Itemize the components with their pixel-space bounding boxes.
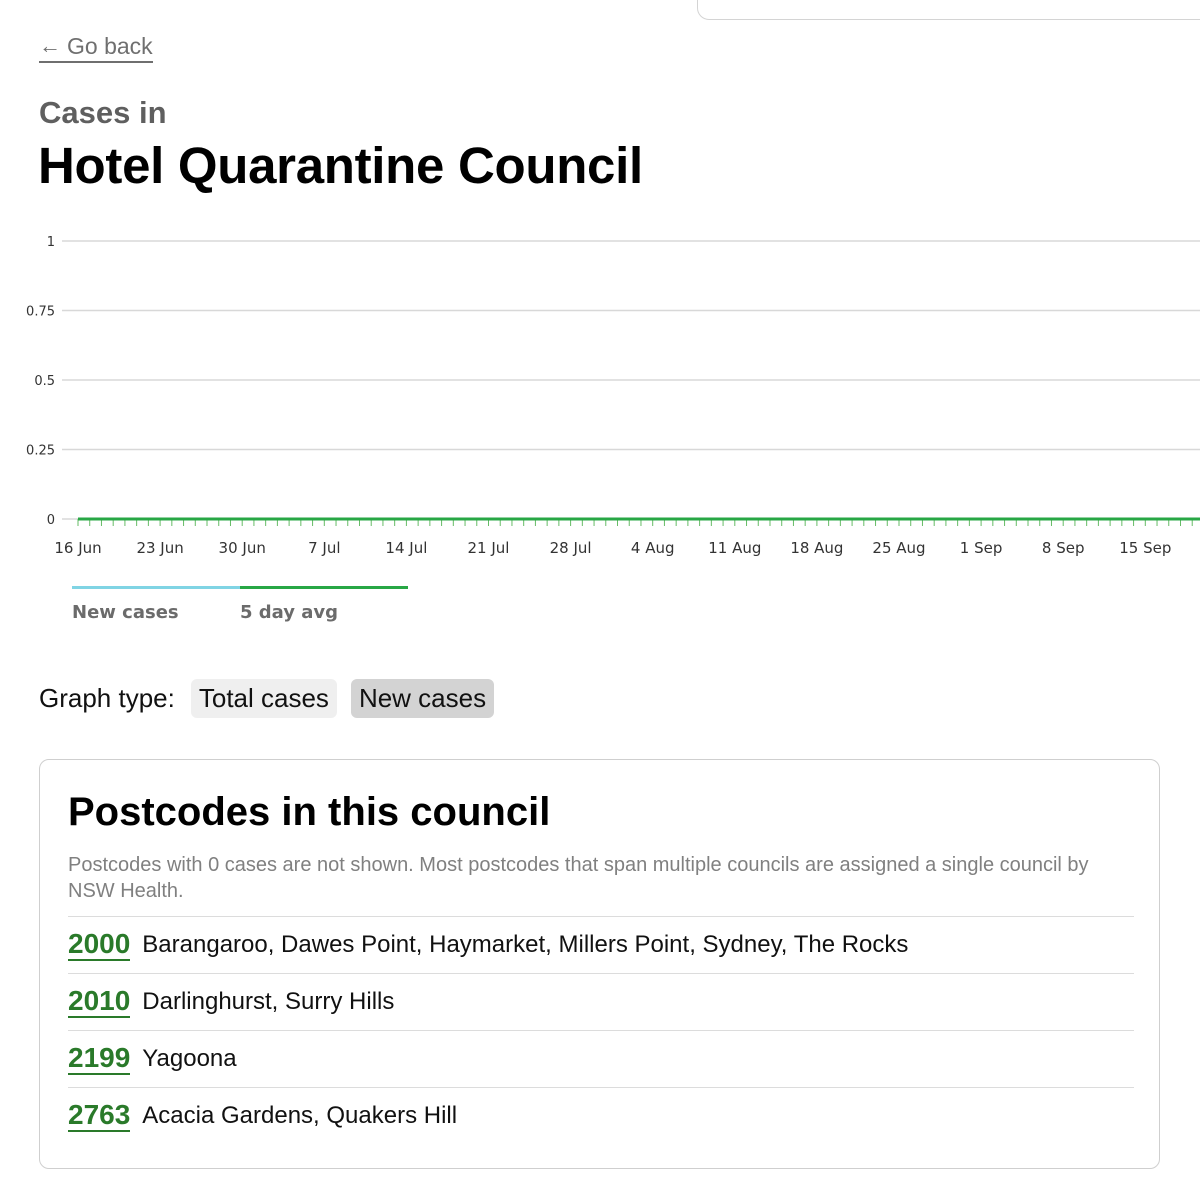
x-tick-label: 7 Jul (308, 539, 341, 557)
legend-item-5-day-avg[interactable] (240, 586, 408, 623)
postcode-suburbs: Darlinghurst, Surry Hills (142, 988, 395, 1015)
page-subtitle: Cases in (39, 95, 167, 130)
postcodes-title: Postcodes in this council (68, 790, 551, 834)
y-tick-label: 0.25 (26, 443, 55, 459)
go-back-label: Go back (67, 33, 153, 59)
legend-label-5-day-avg: 5 day avg (240, 602, 339, 623)
postcode-row (68, 973, 1134, 1030)
postcode-row (68, 1030, 1134, 1087)
legend-label-new-cases: New cases (72, 602, 179, 623)
x-tick-label: 30 Jun (218, 539, 266, 557)
legend-item-new-cases[interactable] (72, 586, 240, 623)
y-tick-label: 1 (46, 235, 55, 250)
x-tick-label: 25 Aug (872, 539, 926, 557)
postcode-link[interactable]: 2000 (68, 928, 131, 959)
x-tick-label: 11 Aug (708, 539, 762, 557)
postcode-link[interactable]: 2199 (68, 1042, 131, 1073)
page-title: Hotel Quarantine Council (38, 137, 643, 194)
arrow-left-icon: ← (39, 33, 61, 58)
graph-type-selector (39, 679, 508, 718)
x-tick-label: 23 Jun (136, 539, 184, 557)
postcode-list (68, 916, 1134, 1144)
total-cases-button[interactable]: Total cases (191, 679, 337, 718)
new-cases-button[interactable]: New cases (351, 679, 494, 718)
x-tick-label: 28 Jul (549, 539, 592, 557)
postcodes-note: Postcodes with 0 cases are not shown. Most postcodes that span multiple councils are assigned a single council by NSW Health. (68, 854, 1089, 902)
search-box[interactable] (697, 0, 1200, 20)
y-tick-label: 0.75 (26, 304, 55, 320)
y-tick-label: 0 (46, 513, 55, 528)
x-tick-label: 14 Jul (385, 539, 428, 557)
postcode-row (68, 916, 1134, 973)
cases-chart (0, 225, 1200, 565)
y-tick-label: 0.5 (34, 374, 55, 389)
postcodes-card (39, 759, 1160, 1169)
postcode-suburbs: Acacia Gardens, Quakers Hill (142, 1102, 458, 1129)
legend-swatch-5-day-avg (240, 586, 408, 589)
x-tick-label: 4 Aug (630, 539, 675, 557)
postcode-row (68, 1087, 1134, 1144)
x-tick-label: 21 Jul (467, 539, 510, 557)
postcode-suburbs: Barangaroo, Dawes Point, Haymarket, Millers Point, Sydney, The Rocks (142, 931, 909, 958)
x-tick-label: 1 Sep (959, 539, 1003, 557)
x-tick-label: 18 Aug (790, 539, 844, 557)
go-back-link[interactable] (39, 32, 153, 63)
x-tick-label: 8 Sep (1041, 539, 1085, 557)
x-tick-label: 15 Sep (1119, 539, 1172, 557)
legend-swatch-new-cases (72, 586, 240, 589)
postcode-suburbs: Yagoona (142, 1045, 237, 1072)
graph-type-label: Graph type: (39, 683, 175, 713)
postcode-link[interactable]: 2010 (68, 985, 131, 1016)
postcode-link[interactable]: 2763 (68, 1099, 131, 1130)
chart-legend (72, 586, 408, 623)
x-tick-label: 16 Jun (54, 539, 102, 557)
